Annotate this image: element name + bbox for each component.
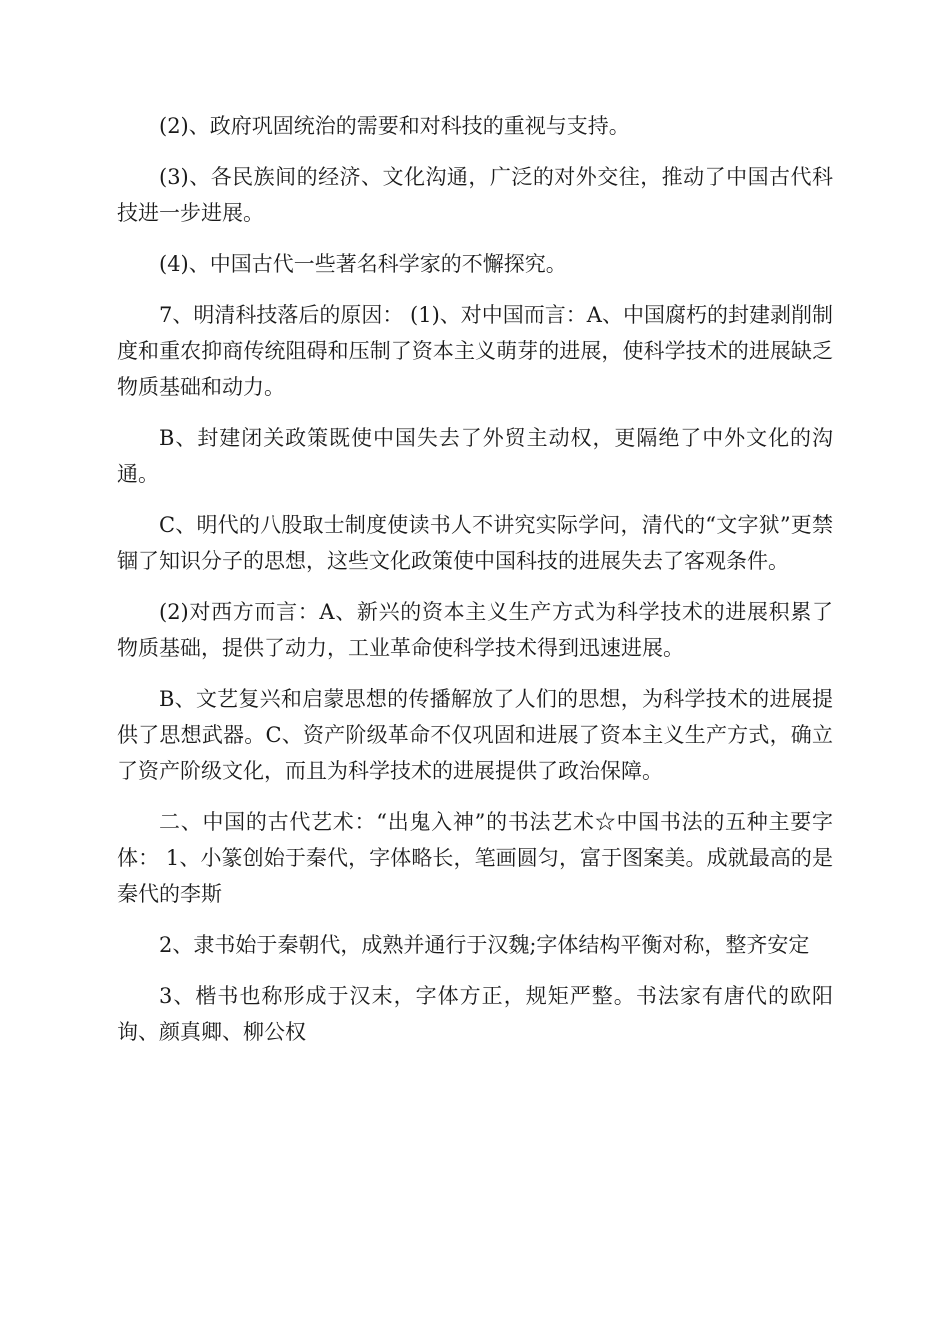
- paragraph-government-support: (2)、政府巩固统治的需要和对科技的重视与支持。: [159, 114, 630, 138]
- paragraph-western-capitalism: (2)对西方而言：A、新兴的资本主义生产方式为科学技术的进展积累了物质基础，提供了动力，工业革命使科学技术得到迅速进展。: [117, 600, 833, 660]
- paragraph-scientists: (4)、中国古代一些著名科学家的不懈探究。: [159, 252, 567, 276]
- paragraph-regular-script: 3、楷书也称形成于汉末，字体方正，规矩严整。书法家有唐代的欧阳询、颜真卿、柳公权: [117, 984, 833, 1044]
- document-body: [117, 108, 833, 1065]
- paragraph-eight-legged-essay: C、明代的八股取士制度使读书人不讲究实际学问，清代的“文字狱”更禁锢了知识分子的思想，这些文化政策使中国科技的进展失去了客观条件。: [117, 513, 833, 573]
- paragraph-renaissance: B、文艺复兴和启蒙思想的传播解放了人们的思想，为科学技术的进展提供了思想武器。C、资产阶级革命不仅巩固和进展了资本主义生产方式，确立了资产阶级文化，而且为科学技术的进展提供了政治保障。: [117, 687, 833, 783]
- paragraph-ming-qing-reasons: 7、明清科技落后的原因： (1)、对中国而言：A、中国腐朽的封建剥削制度和重农抑商传统阻碍和压制了资本主义萌芽的进展，使科学技术的进展缺乏物质基础和动力。: [117, 303, 833, 399]
- paragraph-ethnic-exchange: (3)、各民族间的经济、文化沟通，广泛的对外交往，推动了中国古代科技进一步进展。: [117, 165, 833, 225]
- paragraph-clerical-script: 2、隶书始于秦朝代，成熟并通行于汉魏;字体结构平衡对称，整齐安定: [159, 933, 810, 957]
- paragraph-calligraphy-intro: 二、中国的古代艺术：“出鬼入神”的书法艺术☆中国书法的五种主要字体： 1、小篆创始于秦代，字体略长，笔画圆匀，富于图案美。成就最高的是秦代的李斯: [117, 810, 833, 906]
- paragraph-closed-door-policy: B、封建闭关政策既使中国失去了外贸主动权，更隔绝了中外文化的沟通。: [117, 426, 833, 486]
